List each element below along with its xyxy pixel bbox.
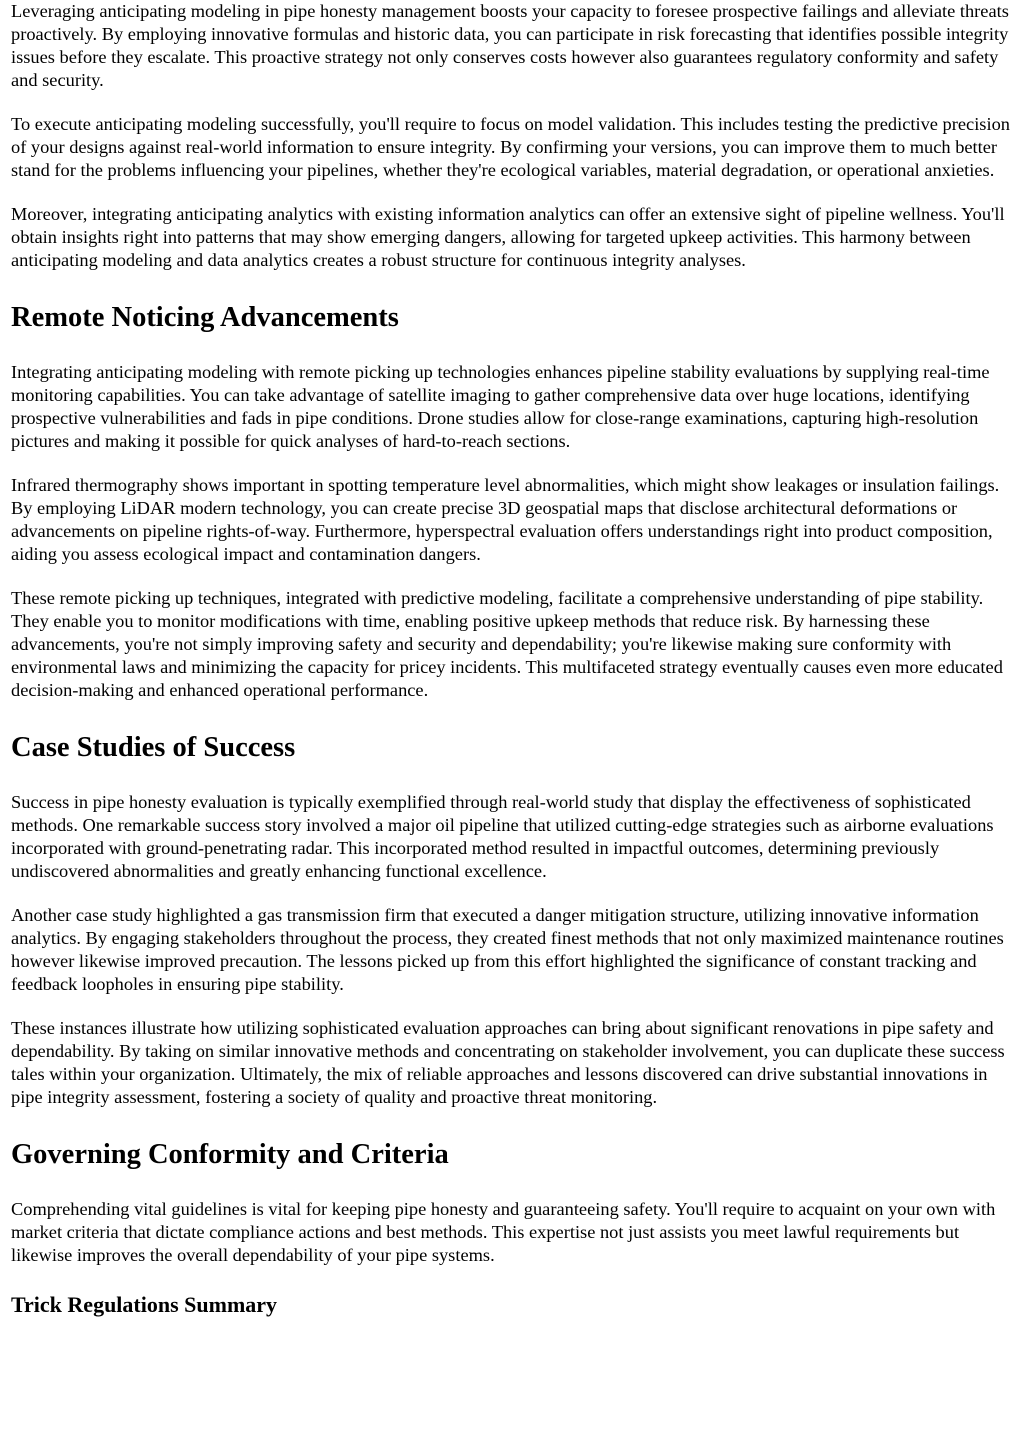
section-heading-case-studies: Case Studies of Success bbox=[11, 732, 296, 763]
cases-paragraph-1: Success in pipe honesty evaluation is typically exemplified through real-world study that display the effectiveness of sophisticated methods. One remarkable success story involved a major oil pipeline that utilized cutting-edge strategies such as airborne evaluations incorporated with ground-penetrating radar. This incorporated method resulted in impactful outcomes, determining previously undiscovered abnormalities and greatly enhancing functional excellence. bbox=[11, 792, 994, 881]
intro-paragraph-2: To execute anticipating modeling successfully, you'll require to focus on model validation. This includes testing the predictive precision of your designs against real-world information to ensure integrity. By confirming your versions, you can improve them to much better stand for the problems influencing your pipelines, whether they're ecological variables, material degradation, or operational anxieties. bbox=[11, 114, 1010, 180]
subheading-regulations-summary: Trick Regulations Summary bbox=[11, 1292, 278, 1317]
section-heading-remote-sensing: Remote Noticing Advancements bbox=[11, 302, 399, 333]
cases-paragraph-2: Another case study highlighted a gas transmission firm that executed a danger mitigation structure, utilizing innovative information analytics. By engaging stakeholders throughout the process, they created finest methods that not only maximized maintenance routines however likewise improved precaution. The lessons picked up from this effort highlighted the significance of constant tracking and feedback loopholes in ensuring pipe stability. bbox=[11, 905, 1004, 994]
remote-paragraph-1: Integrating anticipating modeling with remote picking up technologies enhances pipeline stability evaluations by supplying real-time monitoring capabilities. You can take advantage of satellite imaging to gather comprehensive data over huge locations, identifying prospective vulnerabilities and fads in pipe conditions. Drone studies allow for close-range examinations, capturing high-resolution pictures and making it possible for quick analyses of hard-to-reach sections. bbox=[11, 362, 990, 451]
section-heading-regulatory: Governing Conformity and Criteria bbox=[11, 1139, 449, 1170]
intro-paragraph-3: Moreover, integrating anticipating analytics with existing information analytics can offer an extensive sight of pipeline wellness. You'll obtain insights right into patterns that may show emerging dangers, allowing for targeted upkeep activities. This harmony between anticipating modeling and data analytics creates a robust structure for continuous integrity analyses. bbox=[11, 204, 1005, 270]
remote-paragraph-3: These remote picking up techniques, integrated with predictive modeling, facilitate a comprehensive understanding of pipe stability. They enable you to monitor modifications with time, enabling positive upkeep methods that reduce risk. By harnessing these advancements, you're not simply improving safety and security and dependability; you're likewise making sure conformity with environmental laws and minimizing the capacity for pricey incidents. This multifaceted strategy eventually causes even more educated decision-making and enhanced operational performance. bbox=[11, 588, 1003, 700]
cases-paragraph-3: These instances illustrate how utilizing sophisticated evaluation approaches can bring about significant renovations in pipe safety and dependability. By taking on similar innovative methods and concentrating on stakeholder involvement, you can duplicate these success tales within your organization. Ultimately, the mix of reliable approaches and lessons discovered can drive substantial innovations in pipe integrity assessment, fostering a society of quality and proactive threat monitoring. bbox=[11, 1018, 1005, 1107]
remote-paragraph-2: Infrared thermography shows important in spotting temperature level abnormalities, which might show leakages or insulation failings. By employing LiDAR modern technology, you can create precise 3D geospatial maps that disclose architectural deformations or advancements on pipeline rights-of-way. Furthermore, hyperspectral evaluation offers understandings right into product composition, aiding you assess ecological impact and contamination dangers. bbox=[11, 475, 1000, 564]
intro-paragraph-1: Leveraging anticipating modeling in pipe honesty management boosts your capacity to foresee prospective failings and alleviate threats proactively. By employing innovative formulas and historic data, you can participate in risk forecasting that identifies possible integrity issues before they escalate. This proactive strategy not only conserves costs however also guarantees regulatory conformity and safety and security. bbox=[11, 1, 1009, 90]
regulatory-paragraph-1: Comprehending vital guidelines is vital for keeping pipe honesty and guaranteeing safety. You'll require to acquaint on your own with market criteria that dictate compliance actions and best methods. This expertise not just assists you meet lawful requirements but likewise improves the overall dependability of your pipe systems. bbox=[11, 1199, 996, 1265]
